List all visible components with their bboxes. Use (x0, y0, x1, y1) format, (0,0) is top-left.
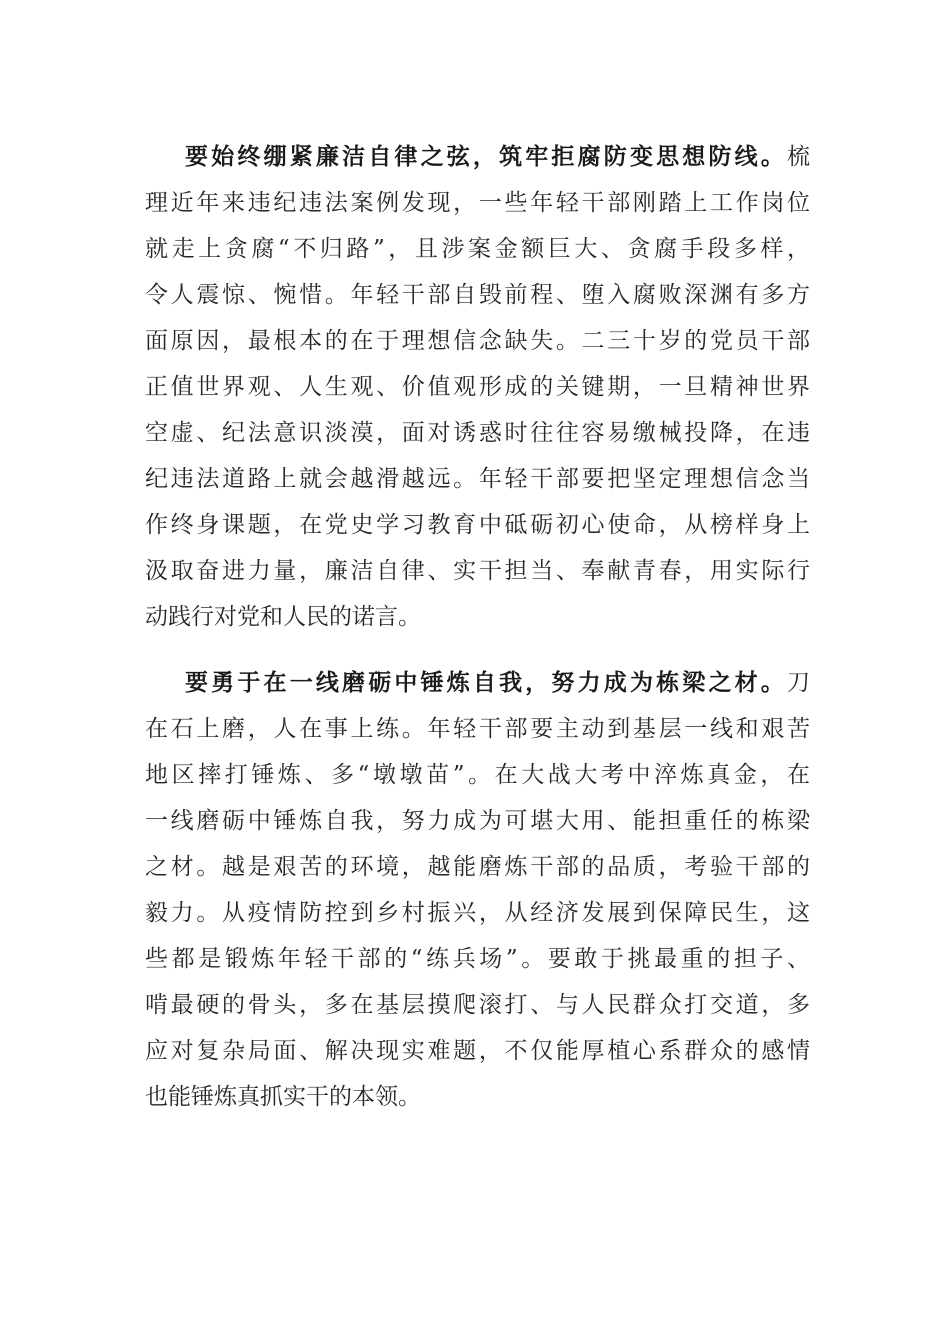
paragraph-text: 刀 (787, 670, 810, 696)
paragraph-line: 些都是锻炼年轻干部的“练兵场”。要敢于挑最重的担子、 (145, 946, 810, 972)
paragraph-line: 之材。越是艰苦的环境，越能磨炼干部的品质，考验干部的 (145, 854, 810, 880)
paragraph-line: 在石上磨，人在事上练。年轻干部要主动到基层一线和艰苦 (145, 716, 810, 742)
paragraph-line: 毅力。从疫情防控到乡村振兴，从经济发展到保障民生，这 (145, 900, 810, 926)
paragraph-heading: 要始终绷紧廉洁自律之弦，筑牢拒腐防变思想防线。 (185, 143, 787, 170)
paragraph-line: 正值世界观、人生观、价值观形成的关键期，一旦精神世界 (145, 374, 810, 400)
paragraph-line: 汲取奋进力量，廉洁自律、实干担当、奉献青春，用实际行 (145, 558, 810, 584)
paragraph-line: 应对复杂局面、解决现实难题，不仅能厚植心系群众的感情 (145, 1038, 810, 1064)
paragraph-line: 面原因，最根本的在于理想信念缺失。二三十岁的党员干部 (145, 328, 810, 354)
paragraph-line: 理近年来违纪违法案例发现，一些年轻干部刚踏上工作岗位 (145, 190, 810, 216)
paragraph-first-line (145, 660, 810, 706)
paragraph-heading: 要勇于在一线磨砺中锤炼自我，努力成为栋梁之材。 (185, 669, 787, 696)
paragraph-line: 作终身课题，在党史学习教育中砥砺初心使命，从榜样身上 (145, 512, 810, 538)
paragraph-text: 梳 (787, 144, 810, 170)
paragraph-line: 也能锤炼真抓实干的本领。 (145, 1084, 421, 1110)
paragraph-line: 纪违法道路上就会越滑越远。年轻干部要把坚定理想信念当 (145, 466, 810, 492)
paragraph-frontline (145, 660, 810, 1120)
paragraph-line: 动践行对党和人民的诺言。 (145, 604, 421, 630)
paragraph-line: 啃最硬的骨头，多在基层摸爬滚打、与人民群众打交道，多 (145, 992, 810, 1018)
paragraph-line: 一线磨砺中锤炼自我，努力成为可堪大用、能担重任的栋梁 (145, 808, 810, 834)
paragraph-line: 空虚、纪法意识淡漠，面对诱惑时往往容易缴械投降，在违 (145, 420, 810, 446)
paragraph-integrity (145, 134, 810, 640)
paragraph-line: 就走上贪腐“不归路”，且涉案金额巨大、贪腐手段多样， (145, 236, 810, 262)
document-page (145, 134, 810, 1120)
paragraph-line: 地区摔打锤炼、多“墩墩苗”。在大战大考中淬炼真金，在 (145, 762, 810, 788)
paragraph-line: 令人震惊、惋惜。年轻干部自毁前程、堕入腐败深渊有多方 (145, 282, 810, 308)
paragraph-first-line (145, 134, 810, 180)
